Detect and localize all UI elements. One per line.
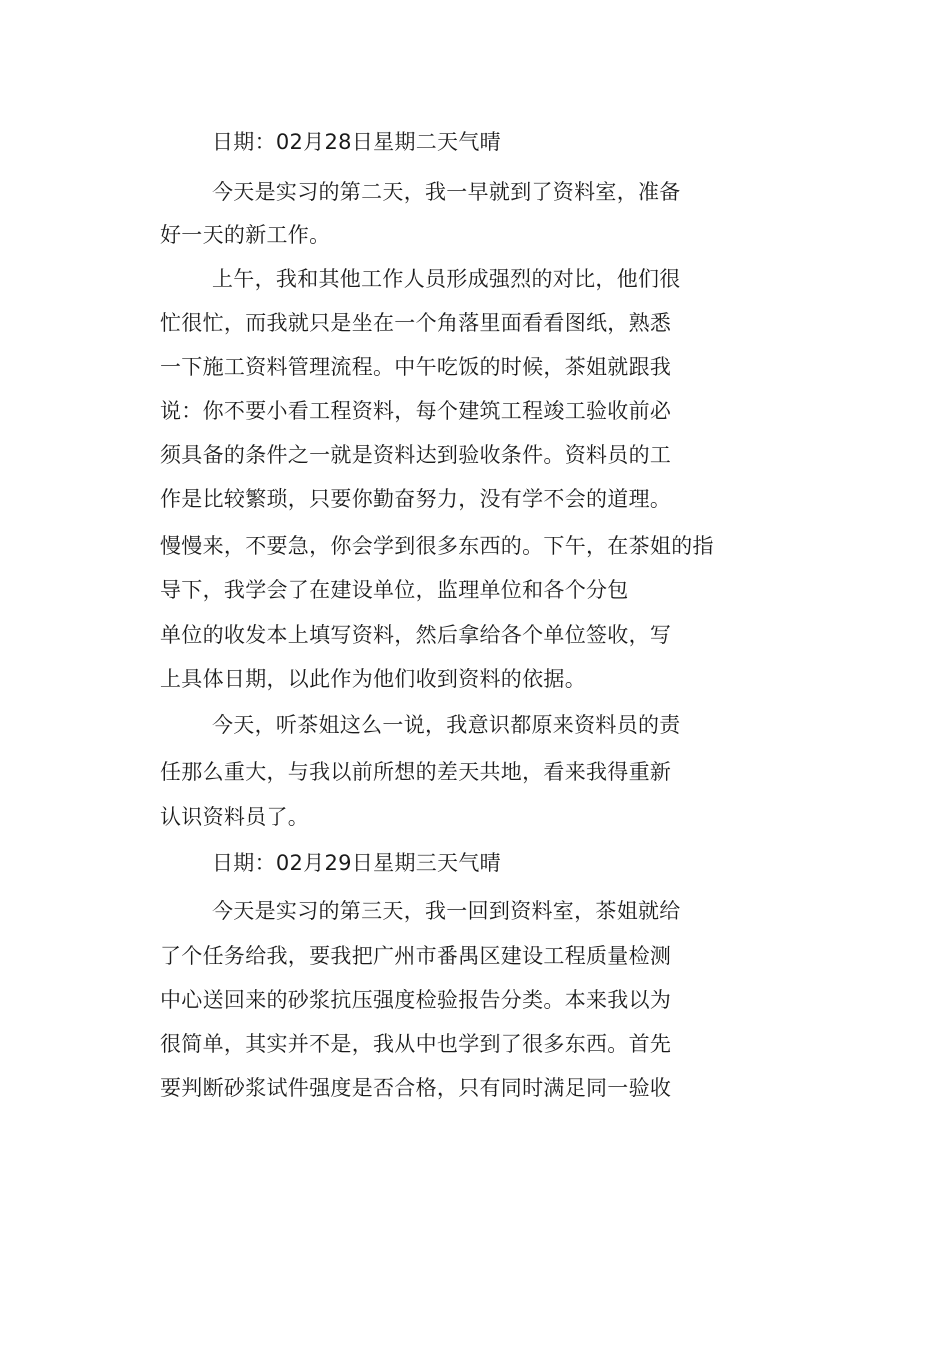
paragraph-line: 说：你不要小看工程资料，每个建筑工程竣工验收前必	[160, 399, 672, 423]
entry-date-line: 日期：02月29日星期三天气晴	[212, 851, 501, 875]
paragraph-line: 今天是实习的第二天，我一早就到了资料室，准备	[212, 180, 681, 204]
paragraph-line: 很简单，其实并不是，我从中也学到了很多东西。首先	[160, 1032, 672, 1056]
paragraph-line: 忙很忙，而我就只是坐在一个角落里面看看图纸，熟悉	[160, 311, 672, 335]
paragraph-line: 一下施工资料管理流程。中午吃饭的时候，茶姐就跟我	[160, 355, 672, 379]
paragraph-line: 上具体日期，以此作为他们收到资料的依据。	[160, 667, 586, 691]
paragraph-line: 单位的收发本上填写资料，然后拿给各个单位签收，写	[160, 623, 672, 647]
paragraph-line: 了个任务给我，要我把广州市番禺区建设工程质量检测	[160, 944, 672, 968]
paragraph-line: 须具备的条件之一就是资料达到验收条件。资料员的工	[160, 443, 672, 467]
paragraph-line: 认识资料员了。	[160, 805, 310, 829]
paragraph-line: 今天是实习的第三天，我一回到资料室，茶姐就给	[212, 899, 681, 923]
paragraph-line: 慢慢来，不要急，你会学到很多东西的。下午，在茶姐的指	[160, 534, 714, 558]
paragraph-line: 作是比较繁琐，只要你勤奋努力，没有学不会的道理。	[160, 487, 672, 511]
paragraph-line: 今天，听茶姐这么一说，我意识都原来资料员的责	[212, 713, 681, 737]
paragraph-line: 导下，我学会了在建设单位，监理单位和各个分包	[160, 578, 629, 602]
paragraph-line: 任那么重大，与我以前所想的差天共地，看来我得重新	[160, 760, 672, 784]
paragraph-line: 中心送回来的砂浆抗压强度检验报告分类。本来我以为	[160, 988, 672, 1012]
paragraph-line: 好一天的新工作。	[160, 223, 331, 247]
entry-date-line: 日期：02月28日星期二天气晴	[212, 130, 501, 154]
paragraph-line: 上午，我和其他工作人员形成强烈的对比，他们很	[212, 267, 681, 291]
paragraph-line: 要判断砂浆试件强度是否合格，只有同时满足同一验收	[160, 1076, 672, 1100]
